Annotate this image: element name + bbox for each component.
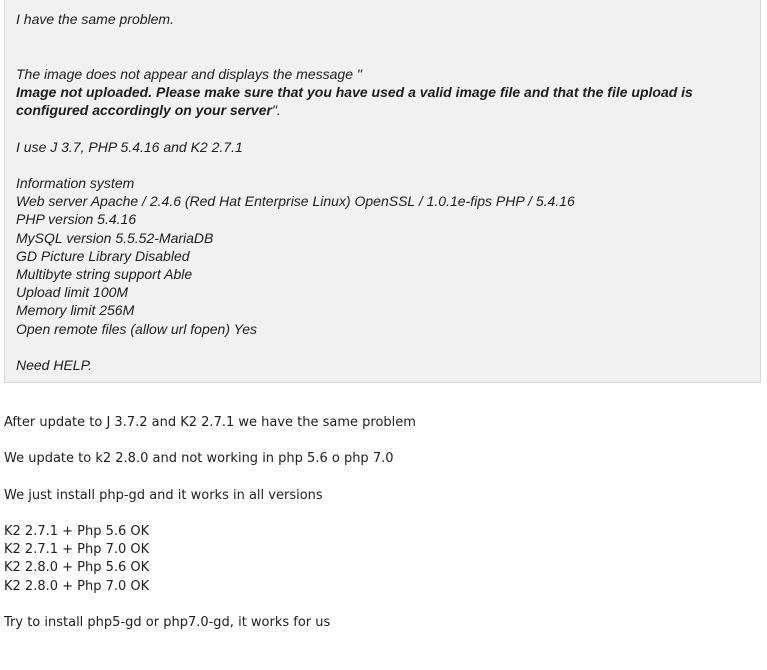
quote-line: I have the same problem. [16, 11, 174, 27]
quote-line: Open remote files (allow url fopen) Yes [16, 321, 257, 337]
reply-line: We update to k2 2.8.0 and not working in php 5.6 o php 7.0 [4, 451, 394, 466]
error-message-line: Image not uploaded. Please make sure that you have used a valid image file and that the file upload is [16, 84, 693, 100]
reply-line: After update to J 3.7.2 and K2 2.7.1 we have the same problem [4, 415, 416, 430]
quote-line: Upload limit 100M [16, 284, 129, 300]
reply-line: K2 2.8.0 + Php 7.0 OK [4, 579, 150, 594]
reply-line: We just install php-gd and it works in all versions [4, 488, 323, 503]
reply-line: K2 2.7.1 + Php 5.6 OK [4, 524, 150, 539]
quote-line: Information system [16, 175, 135, 191]
quoted-post [4, 0, 761, 383]
error-message-bold: configured accordingly on your server [16, 102, 272, 118]
quote-line: MySQL version 5.5.52-MariaDB [16, 230, 214, 246]
quote-line: Web server Apache / 2.4.6 (Red Hat Enterprise Linux) OpenSSL / 1.0.1e-fips PHP / 5.4.16 [16, 193, 575, 209]
error-message-line-end [16, 101, 281, 119]
reply-line: K2 2.7.1 + Php 7.0 OK [4, 542, 150, 557]
quote-line: GD Picture Library Disabled [16, 248, 190, 264]
reply-line: Try to install php5-gd or php7.0-gd, it works for us [4, 615, 331, 630]
quote-line: Multibyte string support Able [16, 266, 193, 282]
quote-close: ". [271, 102, 281, 118]
quote-line: Memory limit 256M [16, 302, 135, 318]
reply-line: K2 2.8.0 + Php 5.6 OK [4, 560, 150, 575]
quote-line: Need HELP. [16, 357, 93, 373]
quote-line: The image does not appear and displays the message " [16, 66, 362, 82]
quote-line: PHP version 5.4.16 [16, 211, 137, 227]
quote-line: I use J 3.7, PHP 5.4.16 and K2 2.7.1 [16, 139, 243, 155]
